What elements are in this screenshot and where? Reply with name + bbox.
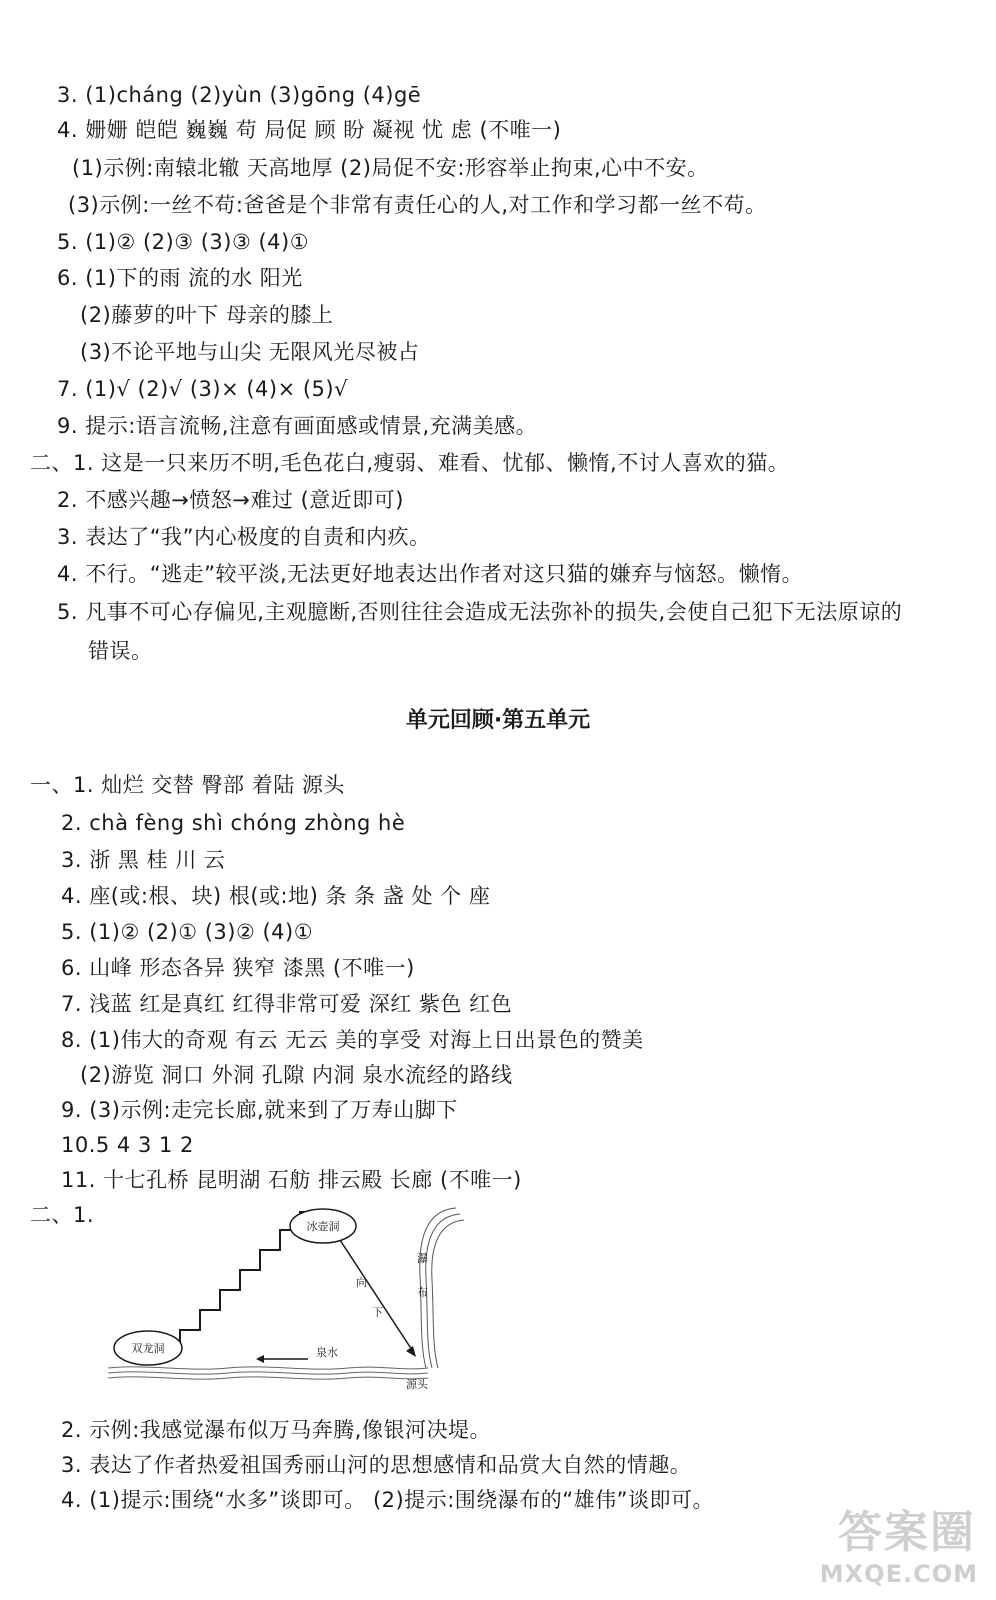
waterfall-label-2: 布 bbox=[417, 1286, 428, 1299]
node-left-label: 双龙洞 bbox=[131, 1342, 165, 1355]
answer-line: 10.5 4 3 1 2 bbox=[61, 1133, 194, 1157]
answer-line: 5. (1)② (2)① (3)② (4)① bbox=[61, 920, 314, 944]
answer-line: 11. 十七孔桥 昆明湖 石舫 排云殿 长廊 (不唯一) bbox=[61, 1168, 522, 1192]
spring-label: 泉水 bbox=[316, 1346, 338, 1359]
waterfall-curve bbox=[426, 1214, 460, 1368]
source-label: 源头 bbox=[406, 1378, 428, 1391]
stream-arrowhead bbox=[256, 1355, 264, 1363]
answer-line: 9. 提示:语言流畅,注意有画面感或情景,充满美感。 bbox=[57, 414, 538, 438]
answer-line: 二、1. 这是一只来历不明,毛色花白,瘦弱、难看、忧郁、懒惰,不讨人喜欢的猫。 bbox=[30, 451, 790, 475]
downward-arrow bbox=[340, 1240, 414, 1353]
answer-line: 错误。 bbox=[88, 639, 153, 663]
answer-line: 9. (3)示例:走完长廊,就来到了万寿山脚下 bbox=[61, 1098, 458, 1122]
answer-line: 2. chà fèng shì chóng zhòng hè bbox=[61, 811, 406, 835]
stream-wave bbox=[108, 1372, 428, 1374]
answer-line: (3)示例:一丝不苟:爸爸是个非常有责任心的人,对工作和学习都一丝不苟。 bbox=[68, 193, 767, 217]
section-title: 单元回顾·第五单元 bbox=[405, 708, 591, 733]
node-top-label: 冰壶洞 bbox=[306, 1220, 340, 1233]
stream-wave bbox=[108, 1377, 428, 1379]
downward-arrowhead bbox=[406, 1346, 416, 1357]
watermark-url: MXQE.COM bbox=[819, 1560, 978, 1588]
answer-line: 4. 不行。“逃走”较平淡,无法更好地表达出作者对这只猫的嫌弃与恼怒。懒惰。 bbox=[57, 562, 804, 586]
answer-line: 7. (1)√ (2)√ (3)× (4)× (5)√ bbox=[57, 377, 348, 401]
answer-line: 8. (1)伟大的奇观 有云 无云 美的享受 对海上日出景色的赞美 bbox=[61, 1028, 644, 1052]
answer-line: 2. 示例:我感觉瀑布似万马奔腾,像银河决堤。 bbox=[61, 1418, 491, 1442]
answer-line: 一、1. 灿烂 交替 臀部 着陆 源头 bbox=[30, 773, 345, 797]
answer-line: 3. 浙 黑 桂 川 云 bbox=[61, 848, 226, 872]
answer-line: 2. 不感兴趣→愤怒→难过 (意近即可) bbox=[57, 488, 404, 512]
stream-wave bbox=[108, 1367, 428, 1369]
watermark-text: 答案圈 bbox=[838, 1507, 976, 1558]
site-watermark bbox=[772, 1496, 982, 1588]
arrow-label-2: 下 bbox=[372, 1306, 383, 1319]
answer-line: 二、1. bbox=[30, 1203, 95, 1227]
answer-line: 6. (1)下的雨 流的水 阳光 bbox=[57, 266, 303, 290]
answer-line: 5. 凡事不可心存偏见,主观臆断,否则往往会造成无法弥补的损失,会使自己犯下无法原谅的 bbox=[57, 600, 903, 624]
answer-line: 4. (1)提示:围绕“水多”谈即可。 (2)提示:围绕瀑布的“雄伟”谈即可。 bbox=[61, 1488, 715, 1512]
answer-line: (3)不论平地与山尖 无限风光尽被占 bbox=[80, 340, 420, 364]
cave-route-diagram bbox=[108, 1196, 468, 1396]
answer-line: 5. (1)② (2)③ (3)③ (4)① bbox=[57, 230, 310, 254]
answer-line: 6. 山峰 形态各异 狭窄 漆黑 (不唯一) bbox=[61, 956, 415, 980]
answer-line: (2)藤萝的叶下 母亲的膝上 bbox=[80, 303, 334, 327]
answer-line: 3. (1)cháng (2)yùn (3)gōng (4)gē bbox=[57, 83, 422, 107]
waterfall-curve bbox=[432, 1220, 464, 1368]
answer-line: (2)游览 洞口 外洞 孔隙 内洞 泉水流经的路线 bbox=[80, 1063, 513, 1087]
waterfall-label-1: 瀑 bbox=[417, 1252, 428, 1265]
answer-line: 4. 座(或:根、块) 根(或:地) 条 条 盏 处 个 座 bbox=[61, 884, 491, 908]
answer-line: (1)示例:南辕北辙 天高地厚 (2)局促不安:形容举止拘束,心中不安。 bbox=[72, 156, 709, 180]
answer-line: 3. 表达了作者热爱祖国秀丽山河的思想感情和品赏大自然的情趣。 bbox=[61, 1453, 692, 1477]
arrow-label-1: 向 bbox=[356, 1276, 367, 1289]
answer-line: 3. 表达了“我”内心极度的自责和内疚。 bbox=[57, 525, 431, 549]
answer-line: 7. 浅蓝 红是真红 红得非常可爱 深红 紫色 红色 bbox=[61, 992, 513, 1016]
answer-line: 4. 姗姗 皑皑 巍巍 苟 局促 顾 盼 凝视 忧 虑 (不唯一) bbox=[57, 118, 562, 142]
